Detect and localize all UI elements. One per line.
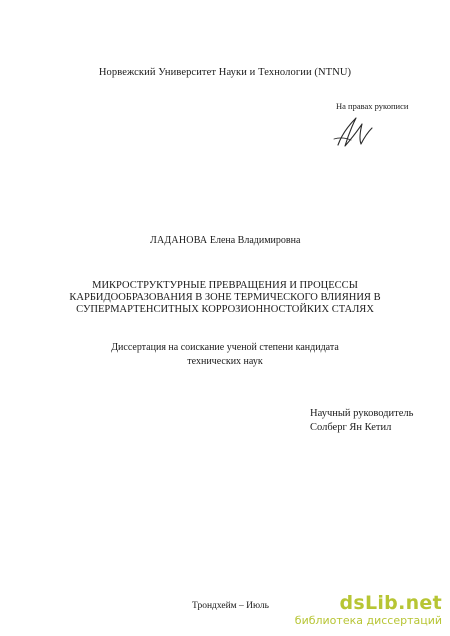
author-given-names: Елена Владимировна <box>209 235 301 246</box>
dissertation-title <box>60 280 390 316</box>
rights-note: На правах рукописи <box>336 101 409 111</box>
degree-line: Диссертация на соискание ученой степени кандидата <box>111 342 339 353</box>
dslib-watermark <box>295 594 442 626</box>
watermark-subtitle: библиотека диссертаций <box>294 614 442 627</box>
supervisor-label: Научный руководитель <box>310 408 414 419</box>
author-surname: ЛАДАНОВА <box>150 235 208 246</box>
supervisor-name: Солберг Ян Кетил <box>310 422 392 433</box>
degree-statement <box>60 341 390 369</box>
author-name <box>150 235 300 246</box>
university-name: Норвежский Университет Науки и Технологии (NTNU) <box>98 67 352 78</box>
title-line: МИКРОСТРУКТУРНЫЕ ПРЕВРАЩЕНИЯ И ПРОЦЕССЫ <box>92 280 358 291</box>
title-line: СУПЕРМАРТЕНСИТНЫХ КОРРОЗИОННОСТОЙКИХ СТАЛЯХ <box>76 304 374 315</box>
place-date: Трондхейм – Июль <box>192 601 269 611</box>
watermark-brand: dsLib.net <box>339 592 442 614</box>
title-line: КАРБИДООБРАЗОВАНИЯ В ЗОНЕ ТЕРМИЧЕСКОГО ВЛИЯНИЯ В <box>69 292 381 303</box>
degree-line: технических наук <box>187 356 263 367</box>
handwritten-signature <box>330 112 380 152</box>
supervisor-block <box>310 407 413 435</box>
